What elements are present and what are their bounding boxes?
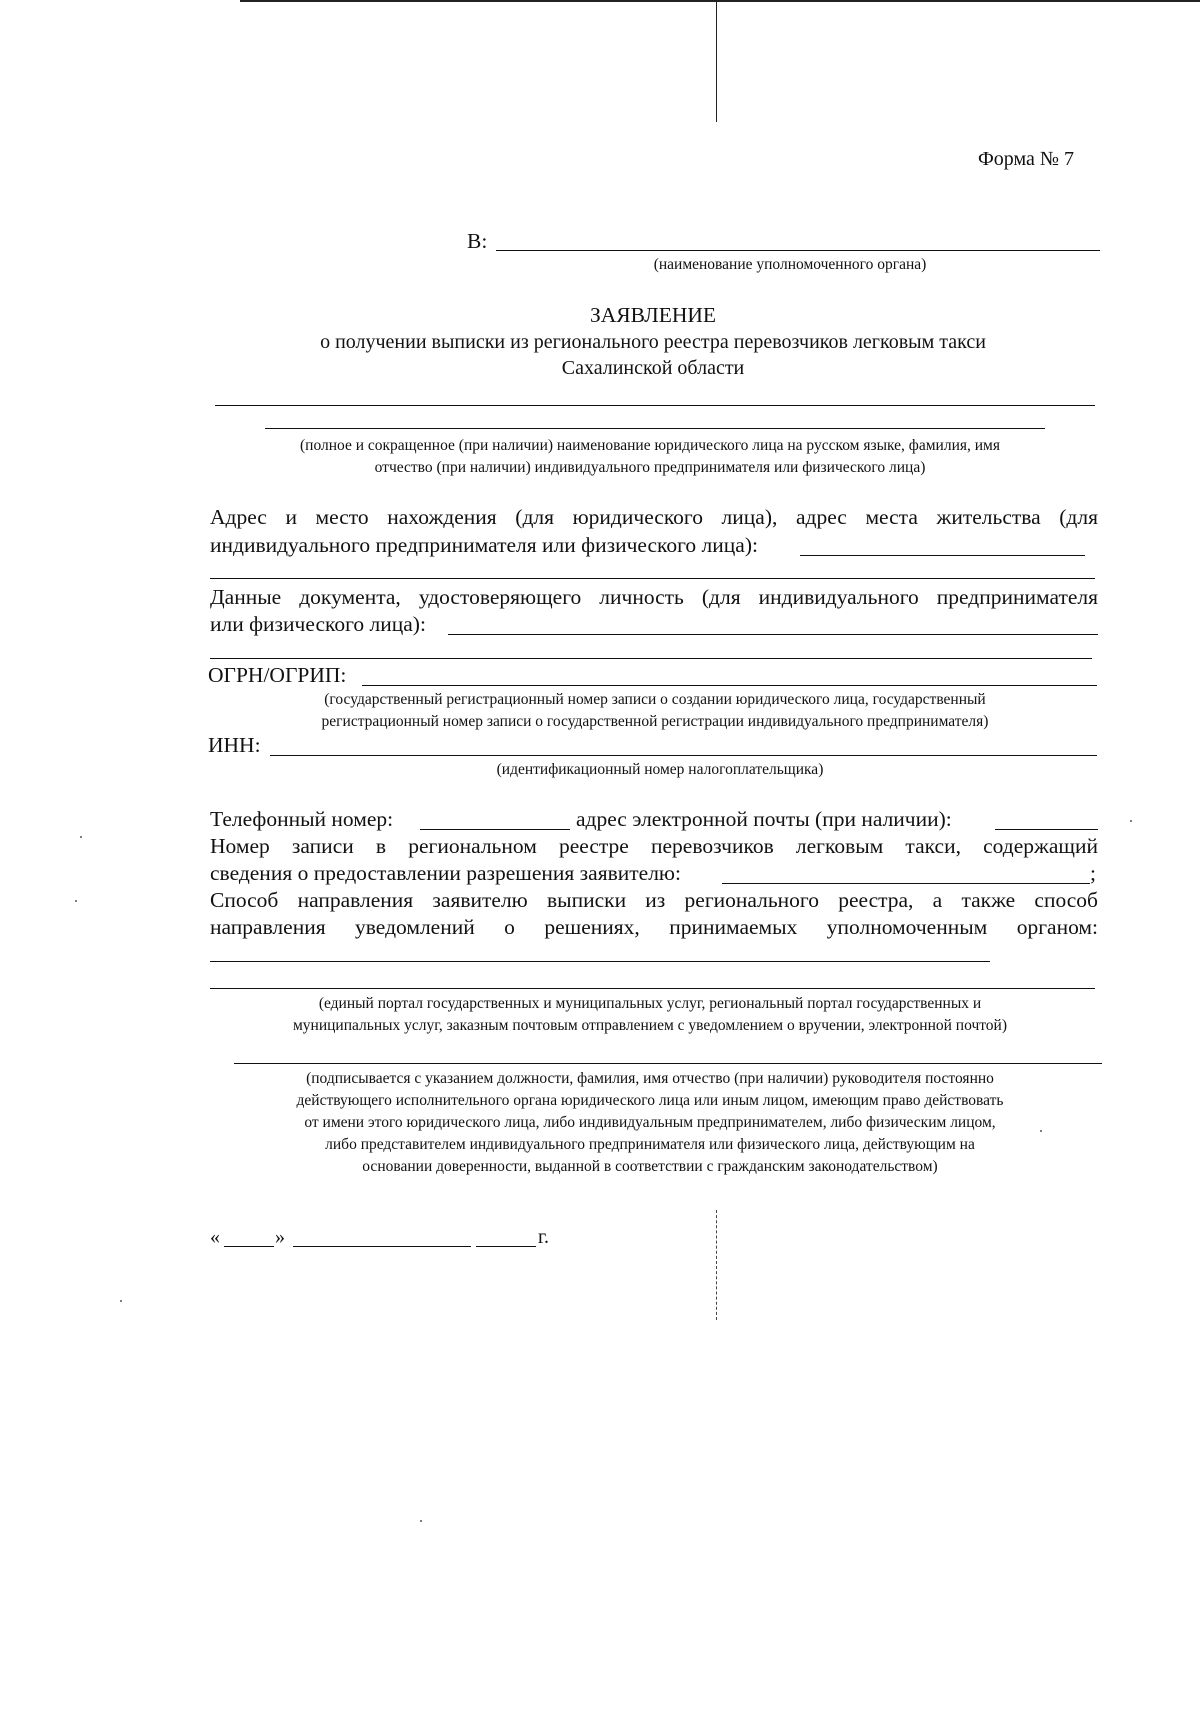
ogrn-caption-1: (государственный регистрационный номер записи о создании юридического лица, государственный — [324, 691, 986, 708]
signature-field[interactable] — [234, 1063, 1102, 1064]
identity-doc-line-2: или физического лица): — [210, 612, 426, 636]
date-day-field[interactable] — [224, 1246, 274, 1247]
registry-record-line-1: Номер записи в региональном реестре перевозчиков легковым такси, содержащий — [210, 834, 1098, 858]
ogrn-label: ОГРН/ОГРИП: — [208, 663, 347, 687]
identity-doc-field[interactable] — [448, 634, 1098, 635]
phone-field[interactable] — [420, 829, 570, 830]
title-line-1: о получении выписки из регионального реестра перевозчиков легковым такси — [320, 331, 986, 353]
scan-speck — [80, 836, 82, 838]
address-field-2[interactable] — [210, 578, 1095, 579]
document-title: ЗАЯВЛЕНИЕ — [589, 303, 717, 327]
form-number: Форма № 7 — [978, 148, 1074, 170]
inn-field[interactable] — [270, 755, 1097, 756]
date-open-quote: « — [210, 1226, 220, 1248]
delivery-method-field[interactable] — [210, 961, 990, 962]
identity-doc-field-2[interactable] — [210, 658, 1092, 659]
fold-line-bottom — [716, 1210, 717, 1320]
top-edge-line — [240, 0, 1200, 2]
title-line-2: Сахалинской области — [561, 357, 745, 379]
identity-doc-line-1: Данные документа, удостоверяющего личность (для индивидуального предпринимателя — [210, 585, 1098, 609]
inn-caption: (идентификационный номер налогоплательщика) — [496, 761, 824, 778]
date-year-field[interactable] — [476, 1246, 536, 1247]
delivery-method-field-2[interactable] — [210, 988, 1095, 989]
delivery-method-line-1: Способ направления заявителю выписки из регионального реестра, а также способ — [210, 888, 1098, 912]
scan-speck — [1130, 820, 1132, 822]
date-month-field[interactable] — [293, 1246, 471, 1247]
recipient-label: В: — [467, 229, 488, 253]
applicant-name-field[interactable] — [215, 405, 1095, 406]
scan-speck — [420, 1520, 422, 1522]
address-line-2: индивидуального предпринимателя или физического лица): — [210, 533, 758, 557]
delivery-caption-2: муниципальных услуг, заказным почтовым отправлением с уведомлением о вручении, электронной почтой) — [292, 1017, 1008, 1034]
ogrn-caption-2: регистрационный номер записи о государственной регистрации индивидуального предпринимателя) — [321, 713, 989, 730]
date-close-quote: » — [275, 1226, 285, 1248]
email-label: адрес электронной почты (при наличии): — [576, 807, 952, 831]
date-year-suffix: г. — [538, 1226, 549, 1248]
registry-record-terminator: ; — [1090, 861, 1096, 885]
recipient-field[interactable] — [496, 250, 1100, 251]
applicant-name-field-2[interactable] — [265, 428, 1045, 429]
applicant-caption-2: отчество (при наличии) индивидуального предпринимателя или физического лица) — [374, 459, 926, 476]
recipient-caption: (наименование уполномоченного органа) — [653, 256, 927, 273]
registry-record-line-2: сведения о предоставлении разрешения заявителю: — [210, 861, 681, 885]
delivery-method-line-2: направления уведомлений о решениях, принимаемых уполномоченным органом: — [210, 915, 1098, 939]
scan-speck — [120, 1300, 122, 1302]
phone-label: Телефонный номер: — [210, 807, 394, 831]
email-field[interactable] — [995, 829, 1098, 830]
signature-caption-1: (подписывается с указанием должности, фамилия, имя отчество (при наличии) руководителя постоянно — [306, 1070, 994, 1087]
address-field[interactable] — [800, 555, 1085, 556]
signature-caption-2: действующего исполнительного органа юридического лица или иным лицом, имеющим право действовать — [296, 1092, 1004, 1109]
signature-caption-5: основании доверенности, выданной в соответствии с гражданским законодательством) — [362, 1158, 938, 1175]
signature-caption-3: от имени этого юридического лица, либо индивидуальным предпринимателем, либо физическим лицом, — [304, 1114, 996, 1131]
scan-speck — [75, 900, 77, 902]
applicant-caption-1: (полное и сокращенное (при наличии) наименование юридического лица на русском языке, фамилия, имя — [300, 437, 1000, 454]
fold-line-top — [716, 0, 717, 122]
registry-record-field[interactable] — [722, 883, 1090, 884]
ogrn-field[interactable] — [362, 685, 1097, 686]
delivery-caption-1: (единый портал государственных и муниципальных услуг, региональный портал государственных и — [318, 995, 982, 1012]
signature-caption-4: либо представителем индивидуального предпринимателя или физического лица, действующим на — [325, 1136, 975, 1153]
address-line-1: Адрес и место нахождения (для юридического лица), адрес места жительства (для — [210, 505, 1098, 529]
inn-label: ИНН: — [208, 733, 261, 757]
